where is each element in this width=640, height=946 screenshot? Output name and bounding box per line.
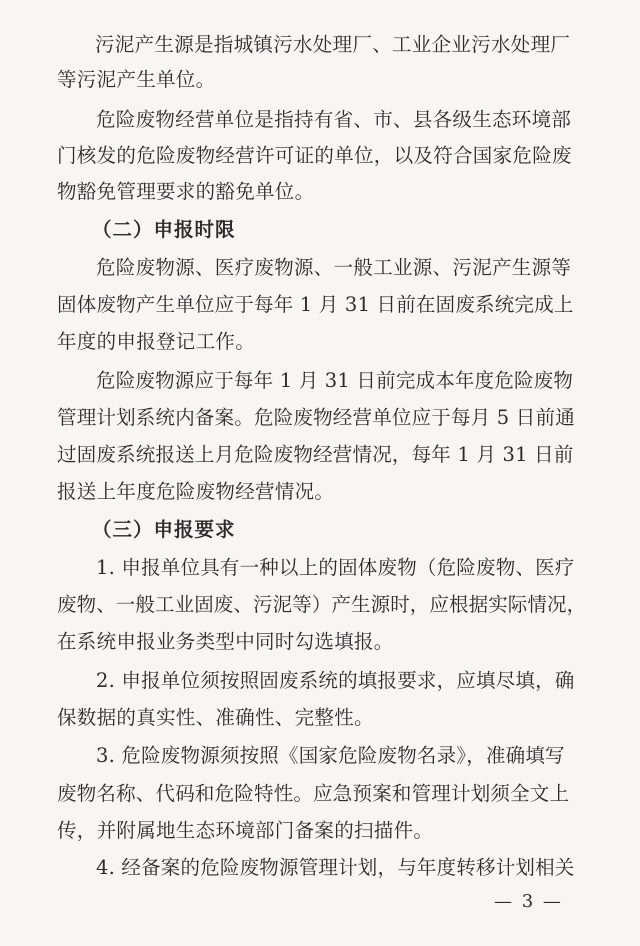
text-line (0, 440, 640, 470)
text-line-content: 危险废物源、医疗废物源、一般工业源、污泥产生源等 (96, 256, 572, 279)
text-line-content: 管理计划系统内备案。危险废物经营单位应于每月 5 日前通 (57, 406, 575, 429)
text-line (0, 853, 640, 883)
text-line-content: 门核发的危险废物经营许可证的单位，以及符合国家危险废 (57, 144, 572, 167)
text-line-content: 废物、一般工业固废、污泥等）产生源时，应根据实际情况， (57, 593, 587, 616)
page-number: — 3 — (494, 891, 563, 912)
text-line (0, 141, 640, 171)
text-line-content: 物豁免管理要求的豁免单位。 (57, 180, 315, 203)
text-line-content: 污泥产生源是指城镇污水处理厂、工业企业污水处理厂 (95, 33, 571, 56)
text-line (0, 627, 640, 657)
text-line (0, 65, 640, 95)
text-line (0, 779, 640, 809)
text-line-content: 4. 经备案的危险废物源管理计划，与年度转移计划相关 (96, 856, 575, 879)
text-line (0, 666, 640, 696)
text-line-content: 危险废物源应于每年 1 月 31 日前完成本年度危险废物 (96, 369, 574, 392)
text-line (0, 177, 640, 207)
text-line (0, 253, 640, 283)
text-line-content: 等污泥产生单位。 (57, 68, 216, 91)
text-line-content: 年度的申报登记工作。 (57, 330, 256, 353)
text-line (0, 553, 640, 583)
section-heading (0, 515, 640, 545)
text-line-content: 2. 申报单位须按照固废系统的填报要求，应填尽填，确 (96, 669, 575, 692)
text-line (0, 816, 640, 846)
text-line-content: 在系统申报业务类型中同时勾选填报。 (57, 630, 394, 653)
section-heading-text: （二）申报时限 (92, 218, 236, 241)
text-line-content: 废物名称、代码和危险特性。应急预案和管理计划须全文上 (57, 782, 570, 805)
text-line-content: 危险废物经营单位是指持有省、市、县各级生态环境部 (96, 108, 572, 131)
text-line (0, 105, 640, 135)
text-line-content: 过固废系统报送上月危险废物经营情况，每年 1 月 31 日前 (57, 443, 574, 466)
text-line (0, 366, 640, 396)
text-line (0, 703, 640, 733)
text-line-content: 3. 危险废物源须按照《国家危险废物名录》，准确填写 (96, 744, 565, 767)
text-line-content: 固体废物产生单位应于每年 1 月 31 日前在固废系统完成上 (57, 293, 574, 316)
text-line (0, 290, 640, 320)
section-heading-text: （三）申报要求 (92, 518, 236, 541)
text-line (0, 403, 640, 433)
text-line (0, 327, 640, 357)
text-line-content: 保数据的真实性、准确性、完整性。 (57, 706, 374, 729)
text-line (0, 741, 640, 771)
text-line (0, 30, 640, 60)
text-line-content: 报送上年度危险废物经营情况。 (57, 480, 335, 503)
text-line (0, 477, 640, 507)
section-heading (0, 215, 640, 245)
text-line (0, 590, 640, 620)
text-line-content: 传，并附属地生态环境部门备案的扫描件。 (57, 819, 434, 842)
text-line-content: 1. 申报单位具有一种以上的固体废物（危险废物、医疗 (96, 556, 575, 579)
